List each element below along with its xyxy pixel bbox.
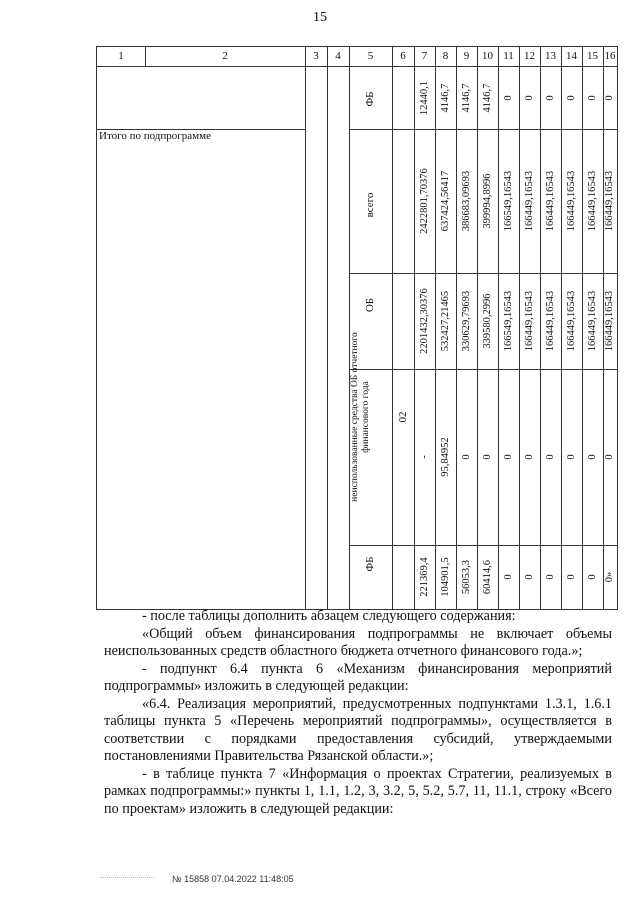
- paragraph: - в таблице пункта 7 «Информация о проектах Стратегии, реализуемых в рамках подпрограммы:» пункты 1, 1.1, 1.2, 3, 3.2, 5, 5.2, 5.7, 11, 11.1, строку «Всего по проектам» изложить в следующей редакции:: [104, 765, 612, 817]
- data-cell: 0»: [604, 571, 615, 583]
- data-cell: 330629,79693: [460, 290, 472, 352]
- col-number: 7: [414, 47, 436, 66]
- data-cell: 0: [523, 94, 535, 101]
- data-cell: 0: [502, 94, 514, 101]
- data-cell: 4146,7: [460, 83, 472, 112]
- col-number: 16: [604, 50, 616, 62]
- data-cell: 0: [523, 574, 535, 580]
- body-text: [104, 608, 612, 818]
- col-number: 2: [145, 47, 306, 66]
- data-cell: 166449,16543: [544, 170, 556, 232]
- data-cell: 0: [586, 94, 598, 101]
- data-cell: 60414,6: [481, 559, 493, 595]
- data-cell: 166449,16543: [523, 290, 535, 352]
- label-unused-code: 02: [397, 411, 409, 423]
- data-cell: 0: [586, 454, 598, 460]
- data-cell: 0: [544, 454, 556, 460]
- data-cell: 0: [544, 94, 556, 101]
- data-cell: 0: [544, 574, 556, 580]
- label-ob: ОБ: [364, 297, 376, 313]
- data-cell: 0: [604, 454, 615, 460]
- paragraph: - после таблицы дополнить абзацем следующего содержания:: [142, 608, 516, 624]
- col-number: 4: [327, 47, 350, 66]
- data-cell: 166549,16543: [502, 290, 514, 352]
- col-number: 13: [540, 47, 562, 66]
- data-cell: 4146,7: [439, 83, 451, 112]
- label-fb-top: ФБ: [364, 91, 376, 107]
- label-fb: ФБ: [364, 556, 376, 572]
- page-number: 15: [313, 10, 327, 25]
- data-cell: 532427,21465: [439, 290, 451, 352]
- data-cell: 4146,7: [481, 83, 493, 112]
- col-number: 15: [582, 47, 604, 66]
- data-cell: 339580,2996: [481, 293, 493, 349]
- data-cell: 166449,16543: [565, 290, 577, 352]
- data-cell: 0: [460, 454, 472, 460]
- data-cell: 166449,16543: [523, 170, 535, 232]
- paragraph: - подпункт 6.4 пункта 6 «Механизм финансирования мероприятий подпрограммы» изложить в следующей редакции:: [104, 660, 612, 694]
- paragraph: «Общий объем финансирования подпрограммы не включает объемы неиспользованных средств областного бюджета отчетного финансового года.»;: [104, 625, 612, 659]
- data-cell: 166449,16543: [565, 170, 577, 232]
- data-cell: 12440,1: [418, 80, 430, 115]
- label-unused-funds: неиспользованные средства ОБ отчетного финансового года: [350, 332, 371, 502]
- data-cell: 0: [502, 574, 514, 580]
- col-number: 5: [349, 47, 393, 66]
- document-id: № 15858 07.04.2022 11:48:05: [172, 874, 294, 884]
- registration-stamp-logo: [100, 853, 154, 880]
- data-cell: 0: [565, 574, 577, 580]
- data-cell: 399994,8996: [481, 173, 493, 229]
- data-cell: 95,84952: [439, 437, 451, 477]
- col-number: 6: [392, 47, 415, 66]
- data-cell: 0: [502, 454, 514, 460]
- data-cell: 386683,09693: [460, 170, 472, 232]
- data-cell: 0: [565, 454, 577, 460]
- data-cell: 2201432,30376: [418, 288, 430, 354]
- data-cell: 104901,5: [439, 557, 451, 597]
- data-cell: 166449,16543: [604, 170, 615, 232]
- paragraph: «6.4. Реализация мероприятий, предусмотренных подпунктами 1.3.1, 1.6.1 таблицы пункта 5 «Перечень мероприятий подпрограммы», осуществляется в соответствии с порядками предоставления субсидий, утверждаемыми постановлениями Правительства Рязанской области.»;: [104, 695, 612, 764]
- data-cell: 0: [586, 574, 598, 580]
- col-number: 11: [498, 47, 520, 66]
- data-cell: 0: [604, 94, 615, 101]
- data-cell: 166549,16543: [502, 170, 514, 232]
- data-cell: 56053,3: [460, 559, 472, 595]
- col-number: 12: [519, 47, 541, 66]
- label-total: всего: [364, 192, 376, 218]
- col-number: 14: [561, 47, 583, 66]
- row-label: Итого по подпрограмме: [99, 130, 211, 142]
- data-cell: 166449,16543: [604, 290, 615, 352]
- data-cell: 2422801,70376: [418, 168, 430, 234]
- col-number: 10: [477, 47, 499, 66]
- data-cell: 637424,56417: [439, 170, 451, 232]
- data-cell: 0: [481, 454, 493, 460]
- col-number: 1: [97, 47, 146, 66]
- data-cell: -: [418, 455, 430, 459]
- data-cell: 0: [565, 94, 577, 101]
- col-number: 3: [305, 47, 328, 66]
- data-cell: 221369,4: [418, 557, 430, 597]
- col-number: 8: [435, 47, 457, 66]
- data-cell: 166449,16543: [586, 290, 598, 352]
- table-grid: [96, 46, 618, 610]
- data-cell: 166449,16543: [544, 290, 556, 352]
- data-cell: 0: [523, 454, 535, 460]
- data-cell: 166449,16543: [586, 170, 598, 232]
- col-number: 9: [456, 47, 478, 66]
